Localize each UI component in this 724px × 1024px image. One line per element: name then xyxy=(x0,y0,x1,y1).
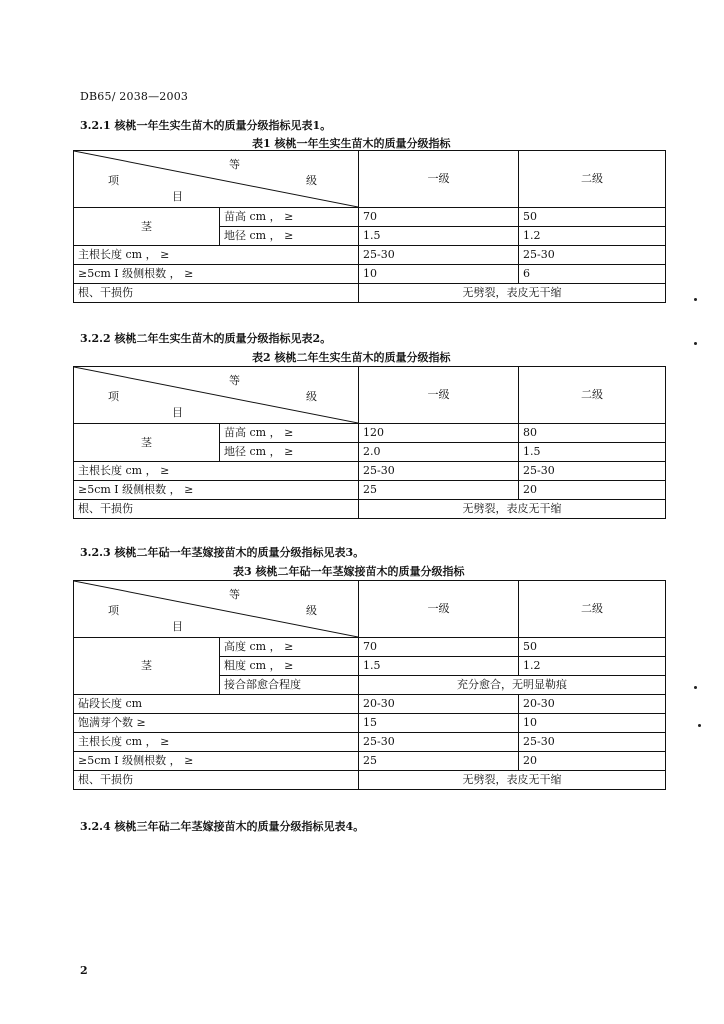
row-label: 苗高 cm ， ≥ xyxy=(220,424,359,443)
table-3 xyxy=(73,580,666,790)
row-label: ≥5cm I 级侧根数 ， ≥ xyxy=(74,481,359,500)
grade-1-value: 25-30 xyxy=(359,733,519,752)
grade-2-value: 1.5 xyxy=(519,443,666,462)
row-label: 地径 cm ， ≥ xyxy=(220,443,359,462)
grade-2-header: 二级 xyxy=(519,151,666,208)
table-row xyxy=(74,638,666,657)
grade-1-value: 15 xyxy=(359,714,519,733)
grade-2-value: 25-30 xyxy=(519,246,666,265)
table-row xyxy=(74,714,666,733)
grade-2-value: 50 xyxy=(519,638,666,657)
stem-label-cell: 茎 xyxy=(74,638,220,695)
header-level-char: 级 xyxy=(306,390,317,403)
table-row xyxy=(74,771,666,790)
table-row xyxy=(74,246,666,265)
header-grade-char: 等 xyxy=(229,588,240,601)
table-2-caption: 表2 核桃二年生实生苗木的质量分级指标 xyxy=(252,351,451,364)
grade-1-value: 25-30 xyxy=(359,246,519,265)
table-2 xyxy=(73,366,666,519)
table-header-row xyxy=(74,367,666,424)
section-3-2-2-text: 3.2.2 核桃二年生实生苗木的质量分级指标见表2。 xyxy=(80,332,332,345)
section-3-2-4-text: 3.2.4 核桃三年砧二年茎嫁接苗木的质量分级指标见表4。 xyxy=(80,820,365,833)
table-row xyxy=(74,733,666,752)
grade-1-value: 70 xyxy=(359,638,519,657)
stem-label-cell: 茎 xyxy=(74,208,220,246)
header-level-char: 级 xyxy=(306,604,317,617)
table-row xyxy=(74,500,666,519)
table-row xyxy=(74,284,666,303)
diagonal-header-cell xyxy=(74,151,359,208)
row-label: 主根长度 cm ， ≥ xyxy=(74,733,359,752)
merged-value: 充分愈合，无明显勒痕 xyxy=(359,676,666,695)
grade-1-value: 10 xyxy=(359,265,519,284)
row-label: 地径 cm ， ≥ xyxy=(220,227,359,246)
row-label: 粗度 cm ， ≥ xyxy=(220,657,359,676)
row-label: 高度 cm ， ≥ xyxy=(220,638,359,657)
grade-1-value: 70 xyxy=(359,208,519,227)
grade-2-value: 25-30 xyxy=(519,733,666,752)
table-row xyxy=(74,695,666,714)
grade-1-value: 25-30 xyxy=(359,462,519,481)
header-target-char: 目 xyxy=(172,190,183,203)
table-row xyxy=(74,752,666,771)
diagonal-header-cell xyxy=(74,581,359,638)
row-label: ≥5cm I 级侧根数 ， ≥ xyxy=(74,265,359,284)
section-3-2-3-text: 3.2.3 核桃二年砧一年茎嫁接苗木的质量分级指标见表3。 xyxy=(80,546,365,559)
scan-speck xyxy=(698,724,701,727)
table-row xyxy=(74,424,666,443)
grade-1-value: 120 xyxy=(359,424,519,443)
grade-1-header: 一级 xyxy=(359,367,519,424)
header-item-char: 项 xyxy=(108,174,119,187)
row-label: 根、干损伤 xyxy=(74,500,359,519)
header-item-char: 项 xyxy=(108,604,119,617)
row-label: 接合部愈合程度 xyxy=(220,676,359,695)
row-label: 苗高 cm ， ≥ xyxy=(220,208,359,227)
grade-2-header: 二级 xyxy=(519,581,666,638)
section-3-2-1-text: 3.2.1 核桃一年生实生苗木的质量分级指标见表1。 xyxy=(80,119,332,132)
page-number: 2 xyxy=(80,964,88,977)
header-level-char: 级 xyxy=(306,174,317,187)
row-label: ≥5cm I 级侧根数 ， ≥ xyxy=(74,752,359,771)
table-row xyxy=(74,265,666,284)
header-grade-char: 等 xyxy=(229,158,240,171)
row-label: 根、干损伤 xyxy=(74,771,359,790)
table-row xyxy=(74,208,666,227)
row-label: 饱满芽个数 ≥ xyxy=(74,714,359,733)
grade-1-value: 1.5 xyxy=(359,657,519,676)
grade-1-value: 2.0 xyxy=(359,443,519,462)
scan-speck xyxy=(694,342,697,345)
table-1-caption: 表1 核桃一年生实生苗木的质量分级指标 xyxy=(252,137,451,150)
grade-1-value: 25 xyxy=(359,752,519,771)
table-3-caption: 表3 核桃二年砧一年茎嫁接苗木的质量分级指标 xyxy=(233,565,465,578)
grade-2-value: 1.2 xyxy=(519,227,666,246)
scan-speck xyxy=(694,298,697,301)
diagonal-header-cell xyxy=(74,367,359,424)
header-target-char: 目 xyxy=(172,406,183,419)
grade-2-header: 二级 xyxy=(519,367,666,424)
grade-2-value: 50 xyxy=(519,208,666,227)
merged-value: 无劈裂，表皮无干缩 xyxy=(359,284,666,303)
merged-value: 无劈裂，表皮无干缩 xyxy=(359,771,666,790)
grade-2-value: 25-30 xyxy=(519,462,666,481)
grade-2-value: 20 xyxy=(519,481,666,500)
grade-2-value: 10 xyxy=(519,714,666,733)
header-grade-char: 等 xyxy=(229,374,240,387)
row-label: 根、干损伤 xyxy=(74,284,359,303)
table-header-row xyxy=(74,151,666,208)
merged-value: 无劈裂，表皮无干缩 xyxy=(359,500,666,519)
table-header-row xyxy=(74,581,666,638)
grade-1-header: 一级 xyxy=(359,581,519,638)
grade-1-value: 20-30 xyxy=(359,695,519,714)
header-item-char: 项 xyxy=(108,390,119,403)
grade-2-value: 80 xyxy=(519,424,666,443)
stem-label-cell: 茎 xyxy=(74,424,220,462)
grade-2-value: 1.2 xyxy=(519,657,666,676)
grade-2-value: 6 xyxy=(519,265,666,284)
row-label: 主根长度 cm ， ≥ xyxy=(74,462,359,481)
grade-2-value: 20 xyxy=(519,752,666,771)
table-1 xyxy=(73,150,666,303)
document-header: DB65/ 2038—2003 xyxy=(80,90,189,103)
table-row xyxy=(74,462,666,481)
row-label: 主根长度 cm ， ≥ xyxy=(74,246,359,265)
grade-1-value: 1.5 xyxy=(359,227,519,246)
grade-2-value: 20-30 xyxy=(519,695,666,714)
row-label: 砧段长度 cm xyxy=(74,695,359,714)
table-row xyxy=(74,481,666,500)
grade-1-header: 一级 xyxy=(359,151,519,208)
scan-speck xyxy=(694,686,697,689)
header-target-char: 目 xyxy=(172,620,183,633)
grade-1-value: 25 xyxy=(359,481,519,500)
